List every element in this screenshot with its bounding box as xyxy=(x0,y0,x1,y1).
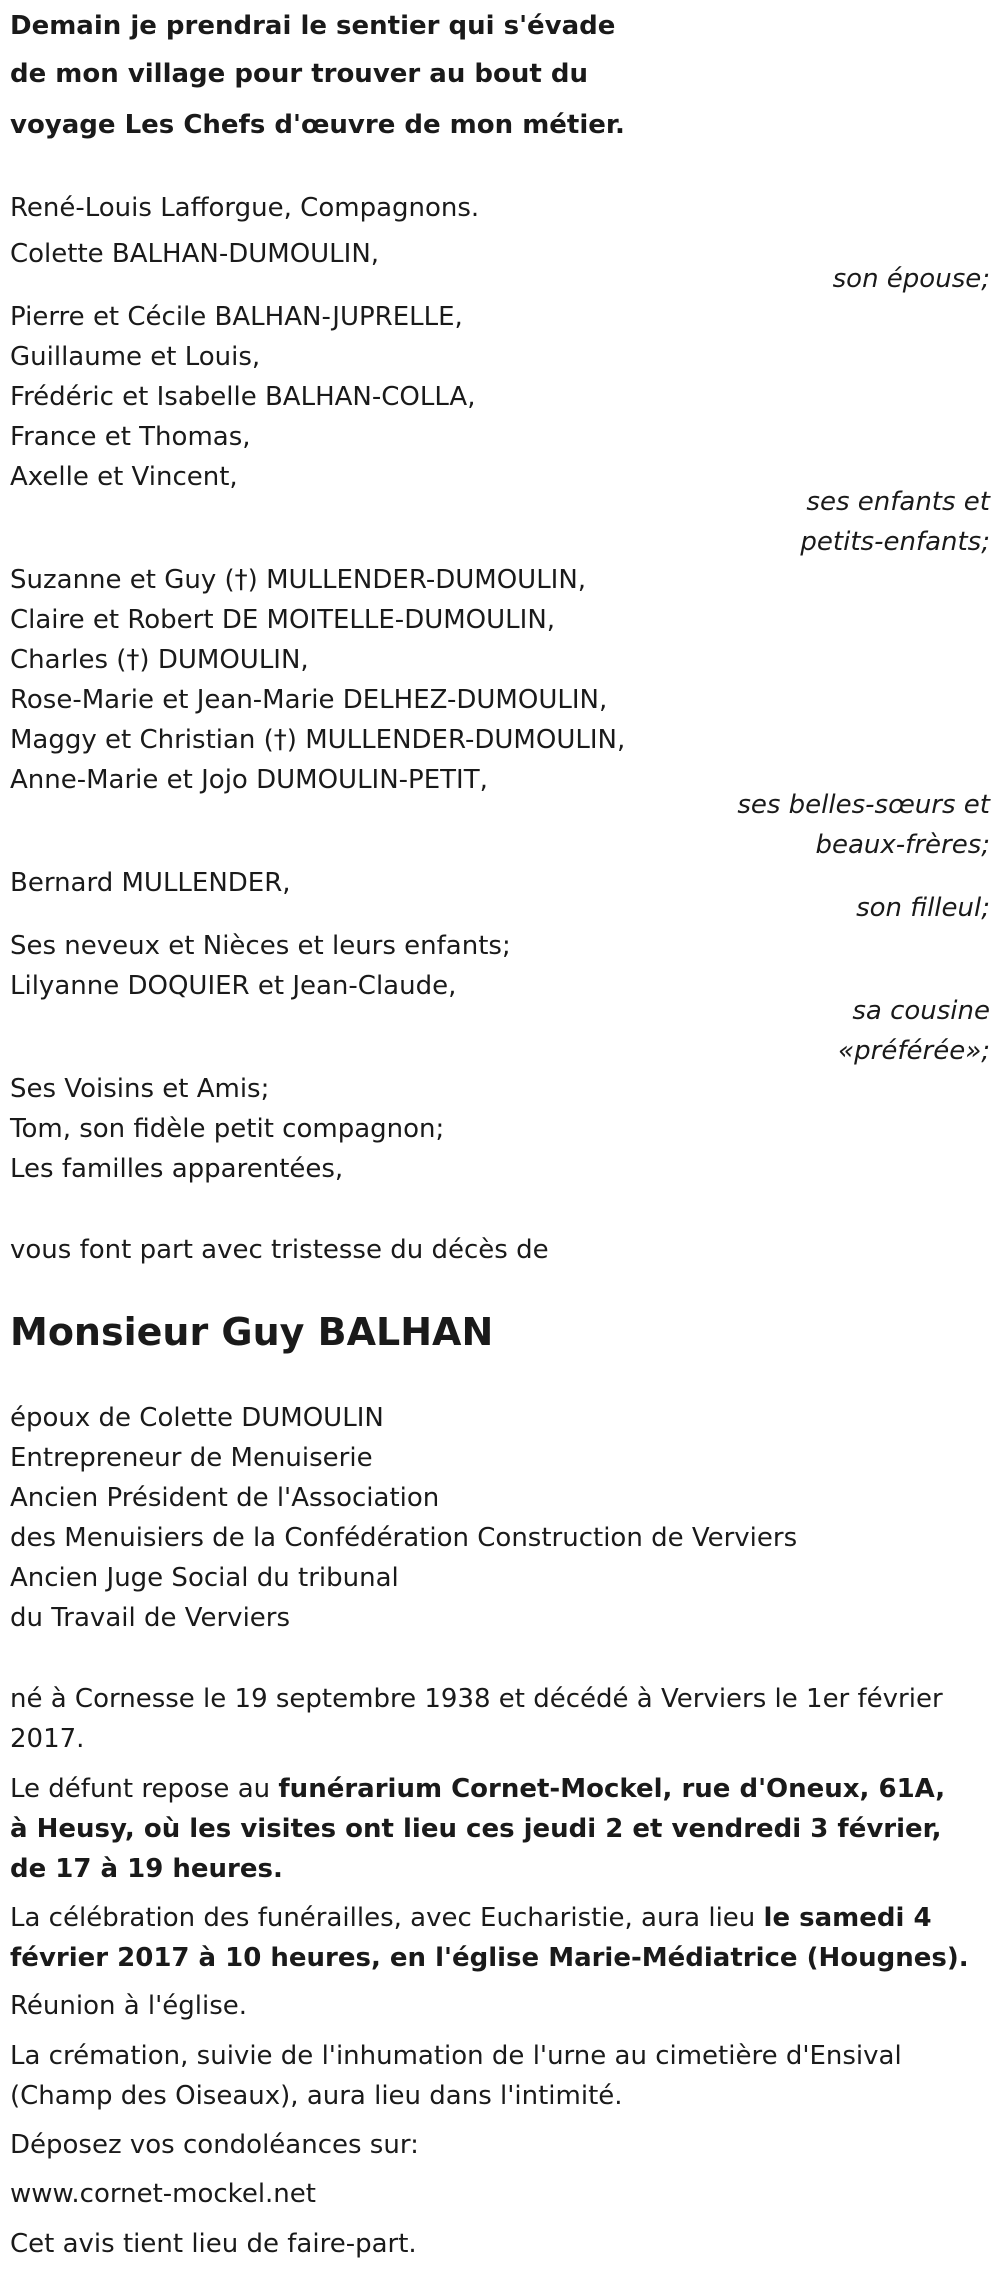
ceremony-intro: La célébration des funérailles, avec Eucharistie, aura lieu xyxy=(10,1903,764,1933)
meeting-text: Réunion à l'église. xyxy=(10,1991,248,2021)
cousin-role-line-2: «préférée»; xyxy=(838,1036,990,1066)
resting-place-details: funérarium Cornet-Mockel, rue d'Oneux, 61A, à Heusy, où les visites ont lieu ces jeudi 2 et vendredi 3 février, de 17 à 19 heures. xyxy=(10,1774,946,1884)
website-link-wrapper xyxy=(10,2174,316,2214)
others-line: Les familles apparentées, xyxy=(10,1154,344,1184)
bio-line: Entrepreneur de Menuiserie xyxy=(10,1443,373,1473)
others-line: Ses Voisins et Amis; xyxy=(10,1074,270,1104)
siblings-role-line-1: ses belles-sœurs et xyxy=(737,790,990,820)
cremation-text: La crémation, suivie de l'inhumation de l'urne au cimetière d'Ensival (Champ des Oiseaux), aura lieu dans l'intimité. xyxy=(10,2041,902,2111)
resting-place-intro: Le défunt repose au xyxy=(10,1774,279,1804)
bio-line: Ancien Président de l'Association xyxy=(10,1483,440,1513)
closing-text: Cet avis tient lieu de faire-part. xyxy=(10,2229,417,2259)
nephews-line: Ses neveux et Nièces et leurs enfants; xyxy=(10,931,511,961)
child-line: Pierre et Cécile BALHAN-JUPRELLE, xyxy=(10,302,463,332)
cousin-name: Lilyanne DOQUIER et Jean-Claude, xyxy=(10,971,457,1001)
resting-place-paragraph xyxy=(10,1769,970,1889)
announcement-line: vous font part avec tristesse du décès de xyxy=(10,1235,549,1265)
godson-name: Bernard MULLENDER, xyxy=(10,868,291,898)
cousin-role-line-1: sa cousine xyxy=(852,996,990,1026)
sibling-line: Maggy et Christian (†) MULLENDER-DUMOULIN, xyxy=(10,725,626,755)
bio-line: des Menuisiers de la Confédération Construction de Verviers xyxy=(10,1523,798,1553)
bio-line: époux de Colette DUMOULIN xyxy=(10,1403,384,1433)
spouse-name: Colette BALHAN-DUMOULIN, xyxy=(10,239,380,269)
child-line: France et Thomas, xyxy=(10,422,251,452)
spouse-role: son épouse; xyxy=(832,264,990,294)
siblings-role-line-2: beaux-frères; xyxy=(815,830,990,860)
deceased-name: Monsieur Guy BALHAN xyxy=(10,1310,494,1354)
godson-role: son filleul; xyxy=(856,893,990,923)
child-line: Guillaume et Louis, xyxy=(10,342,261,372)
quote-line-2: de mon village pour trouver au bout du xyxy=(10,59,588,89)
bio-line: du Travail de Verviers xyxy=(10,1603,291,1633)
bio-line: Ancien Juge Social du tribunal xyxy=(10,1563,399,1593)
condolences-label: Déposez vos condoléances sur: xyxy=(10,2130,419,2160)
quote-author: René-Louis Lafforgue, Compagnons. xyxy=(10,193,480,223)
ceremony-details: le samedi 4 février 2017 à 10 heures, en l'église Marie-Médiatrice (Hougnes). xyxy=(10,1903,969,1973)
sibling-line: Suzanne et Guy (†) MULLENDER-DUMOULIN, xyxy=(10,565,587,595)
others-line: Tom, son fidèle petit compagnon; xyxy=(10,1114,445,1144)
sibling-line: Anne-Marie et Jojo DUMOULIN-PETIT, xyxy=(10,765,488,795)
quote-line-1: Demain je prendrai le sentier qui s'évade xyxy=(10,11,616,41)
sibling-line: Claire et Robert DE MOITELLE-DUMOULIN, xyxy=(10,605,556,635)
child-line: Frédéric et Isabelle BALHAN-COLLA, xyxy=(10,382,476,412)
ceremony-paragraph xyxy=(10,1898,970,1978)
website-link[interactable]: www.cornet-mockel.net xyxy=(10,2179,316,2209)
child-line: Axelle et Vincent, xyxy=(10,462,238,492)
sibling-line: Charles (†) DUMOULIN, xyxy=(10,645,309,675)
sibling-line: Rose-Marie et Jean-Marie DELHEZ-DUMOULIN, xyxy=(10,685,608,715)
children-role-line-1: ses enfants et xyxy=(806,487,990,517)
children-role-line-2: petits-enfants; xyxy=(800,527,990,557)
quote-line-3: voyage Les Chefs d'œuvre de mon métier. xyxy=(10,110,625,140)
birth-death-text: né à Cornesse le 19 septembre 1938 et décédé à Verviers le 1er février 2017. xyxy=(10,1684,943,1754)
